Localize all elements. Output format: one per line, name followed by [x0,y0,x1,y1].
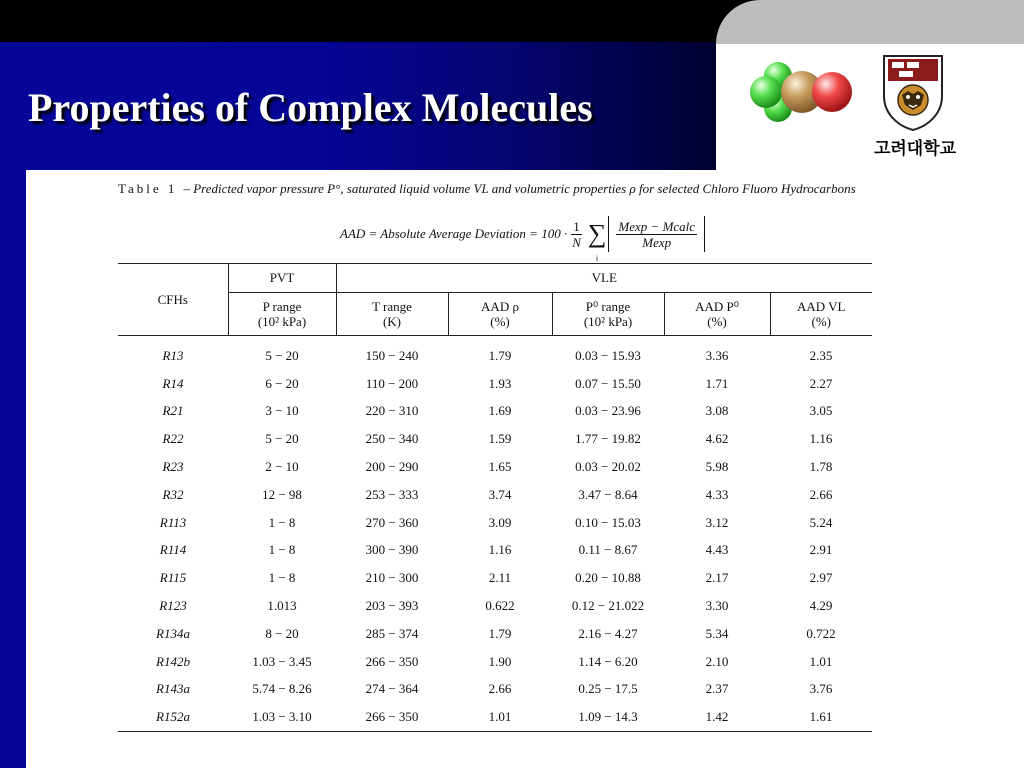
cell-p0-range: 1.14 − 6.20 [578,653,638,669]
cell-p-range: 12 − 98 [262,486,302,502]
cell-cfh: R142b [156,653,190,669]
cell-cfh: R14 [162,375,184,391]
top-gray-tab [716,0,1024,44]
cell-p-range: 2 − 10 [265,459,299,475]
cell-aad-p0: 3.36 [705,347,729,363]
cell-p0-range: 0.20 − 10.88 [575,570,641,586]
table-row [118,425,872,453]
cell-t-range: 300 − 390 [365,542,419,558]
table-row [118,564,872,592]
cell-cfh: R21 [162,403,184,419]
cell-p0-range: 1.09 − 14.3 [552,703,664,731]
cell-aad-vl: 5.24 [809,514,833,530]
table-row [118,336,872,370]
table-row [118,676,872,704]
cell-aad-vl: 3.76 [809,681,833,697]
cell-cfh: R23 [162,459,184,475]
cell-t-range: 220 − 310 [365,403,419,419]
cell-aad-rho: 3.74 [488,486,512,502]
cell-p0-range: 0.03 − 20.02 [575,459,641,475]
col-header-t-range: T range (K) [336,293,448,336]
cell-t-range: 203 − 393 [365,598,419,614]
table-row [118,537,872,565]
formula-lhs: AAD = Absolute Average Deviation = 100 · [340,226,568,241]
cell-aad-rho: 1.93 [488,375,512,391]
cell-aad-p0: 3.12 [705,514,729,530]
cell-p0-range: 0.03 − 23.96 [575,403,641,419]
cell-aad-p0: 1.42 [664,703,770,731]
aad-formula [340,214,705,263]
cell-cfh: R114 [159,542,187,558]
cell-aad-rho: 1.16 [488,542,512,558]
formula-fraction-1: $\frac{1}{N}$ [572,218,581,250]
cell-aad-vl: 4.29 [809,598,833,614]
col-header-aad-vl: AAD VL (%) [770,293,872,336]
cell-aad-p0: 5.34 [705,625,729,641]
cell-aad-p0: 3.30 [705,598,729,614]
cell-p-range: 6 − 20 [265,375,299,391]
column-header-row [118,293,872,336]
slide-title: Properties of Complex Molecules [28,85,593,130]
cell-aad-rho: 1.69 [488,403,512,419]
cell-cfh: R134a [156,625,190,641]
formula-fraction-2: $\frac{\text{Mexp − Mcalc}}{Mexp}$ [618,218,696,250]
col-header-aad-rho: AAD ρ (%) [448,293,552,336]
cell-aad-rho: 1.90 [488,653,512,669]
table-label: Table 1 [118,181,178,196]
cell-aad-vl: 2.35 [809,347,833,363]
cell-p-range: 1.013 [267,598,297,614]
cell-aad-p0: 4.43 [705,542,729,558]
cell-aad-vl: 2.27 [809,375,833,391]
table-row [118,703,872,731]
table-row [118,648,872,676]
cell-t-range: 266 − 350 [365,653,419,669]
formula-abs-value [608,216,705,252]
cell-aad-vl: 2.66 [809,486,833,502]
table-caption-text: – Predicted vapor pressure P°, saturated liquid volume VL and volumetric properties ρ for selected Chloro Fluoro Hydrocarbons [183,181,856,196]
col-header-aad-p0: AAD P⁰ (%) [664,293,770,336]
cell-p0-range: 1.77 − 19.82 [575,431,641,447]
cell-p0-range: 0.03 − 15.93 [575,347,641,363]
cell-aad-p0: 1.71 [705,375,729,391]
cell-aad-p0: 2.17 [705,570,729,586]
cell-p0-range: 0.11 − 8.67 [578,542,638,558]
cell-aad-rho: 1.65 [488,459,512,475]
cell-aad-vl: 2.97 [809,570,833,586]
cell-p-range: 1 − 8 [268,570,296,586]
sum-symbol: ∑ i [587,219,607,263]
cell-aad-rho: 3.09 [488,514,512,530]
cell-aad-p0: 2.37 [705,681,729,697]
cell-aad-vl: 1.01 [809,653,833,669]
left-blue-bar [0,170,26,768]
cell-p0-range: 0.10 − 15.03 [575,514,641,530]
cell-aad-p0: 4.62 [705,431,729,447]
cell-cfh: R115 [159,570,187,586]
cell-t-range: 150 − 240 [365,347,419,363]
cell-p-range: 8 − 20 [265,625,299,641]
data-table [118,263,872,732]
cell-t-range: 285 − 374 [365,625,419,641]
cell-p0-range: 0.07 − 15.50 [575,375,641,391]
cell-p-range: 3 − 10 [265,403,299,419]
cell-p-range: 1 − 8 [268,514,296,530]
table-row [118,509,872,537]
cell-cfh: R22 [162,431,184,447]
cell-p-range: 1.03 − 3.45 [252,653,312,669]
cell-t-range: 270 − 360 [365,514,419,530]
cell-p0-range: 0.25 − 17.5 [578,681,638,697]
cell-p0-range: 2.16 − 4.27 [578,625,638,641]
cell-aad-p0: 5.98 [705,459,729,475]
cell-aad-p0: 4.33 [705,486,729,502]
cell-aad-p0: 2.10 [705,653,729,669]
cell-cfh: R113 [159,514,187,530]
cell-aad-rho: 2.66 [488,681,512,697]
cell-t-range: 210 − 300 [365,570,419,586]
table-row [118,481,872,509]
table-row [118,370,872,398]
cell-p-range: 1.03 − 3.10 [228,703,336,731]
cell-t-range: 274 − 364 [365,681,419,697]
cell-aad-vl: 3.05 [809,403,833,419]
cell-aad-rho: 1.79 [488,347,512,363]
table-row [118,398,872,426]
cell-cfh: R13 [162,347,184,363]
cell-p-range: 5 − 20 [265,347,299,363]
cell-t-range: 110 − 200 [365,375,419,391]
university-crest-icon [880,50,946,132]
table-caption [118,181,872,197]
cell-t-range: 266 − 350 [336,703,448,731]
cell-p-range: 5 − 20 [265,431,299,447]
col-header-cfhs: CFHs [118,264,228,336]
cell-cfh: R123 [159,598,187,614]
cell-aad-vl: 2.91 [809,542,833,558]
table-row [118,592,872,620]
table-body [118,336,872,732]
cell-p-range: 5.74 − 8.26 [252,681,312,697]
cell-aad-p0: 3.08 [705,403,729,419]
university-name: 고려대학교 [873,139,957,159]
col-header-p0-range: P⁰ range (10² kPa) [552,293,664,336]
group-header-vle: VLE [336,264,872,293]
cell-p0-range: 3.47 − 8.64 [578,486,638,502]
cell-cfh: R143a [156,681,190,697]
cell-aad-rho: 1.79 [488,625,512,641]
table-row [118,620,872,648]
cell-t-range: 250 − 340 [365,431,419,447]
table-row [118,453,872,481]
cell-t-range: 253 − 333 [365,486,419,502]
cell-aad-vl: 0.722 [806,625,836,641]
cell-cfh: R32 [162,486,184,502]
group-header-pvt: PVT [228,264,336,293]
cell-aad-rho: 1.01 [448,703,552,731]
cell-p-range: 1 − 8 [268,542,296,558]
cell-aad-vl: 1.78 [809,459,833,475]
cell-aad-rho: 1.59 [488,431,512,447]
col-header-p-range: P range (10² kPa) [228,293,336,336]
cell-aad-vl: 1.61 [770,703,872,731]
cell-aad-rho: 2.11 [488,570,512,586]
molecule-icon [736,58,856,128]
group-header-row [118,264,872,293]
cell-aad-rho: 0.622 [485,598,515,614]
cell-cfh: R152a [118,703,228,731]
cell-p0-range: 0.12 − 21.022 [571,598,645,614]
cell-t-range: 200 − 290 [365,459,419,475]
cell-aad-vl: 1.16 [809,431,833,447]
